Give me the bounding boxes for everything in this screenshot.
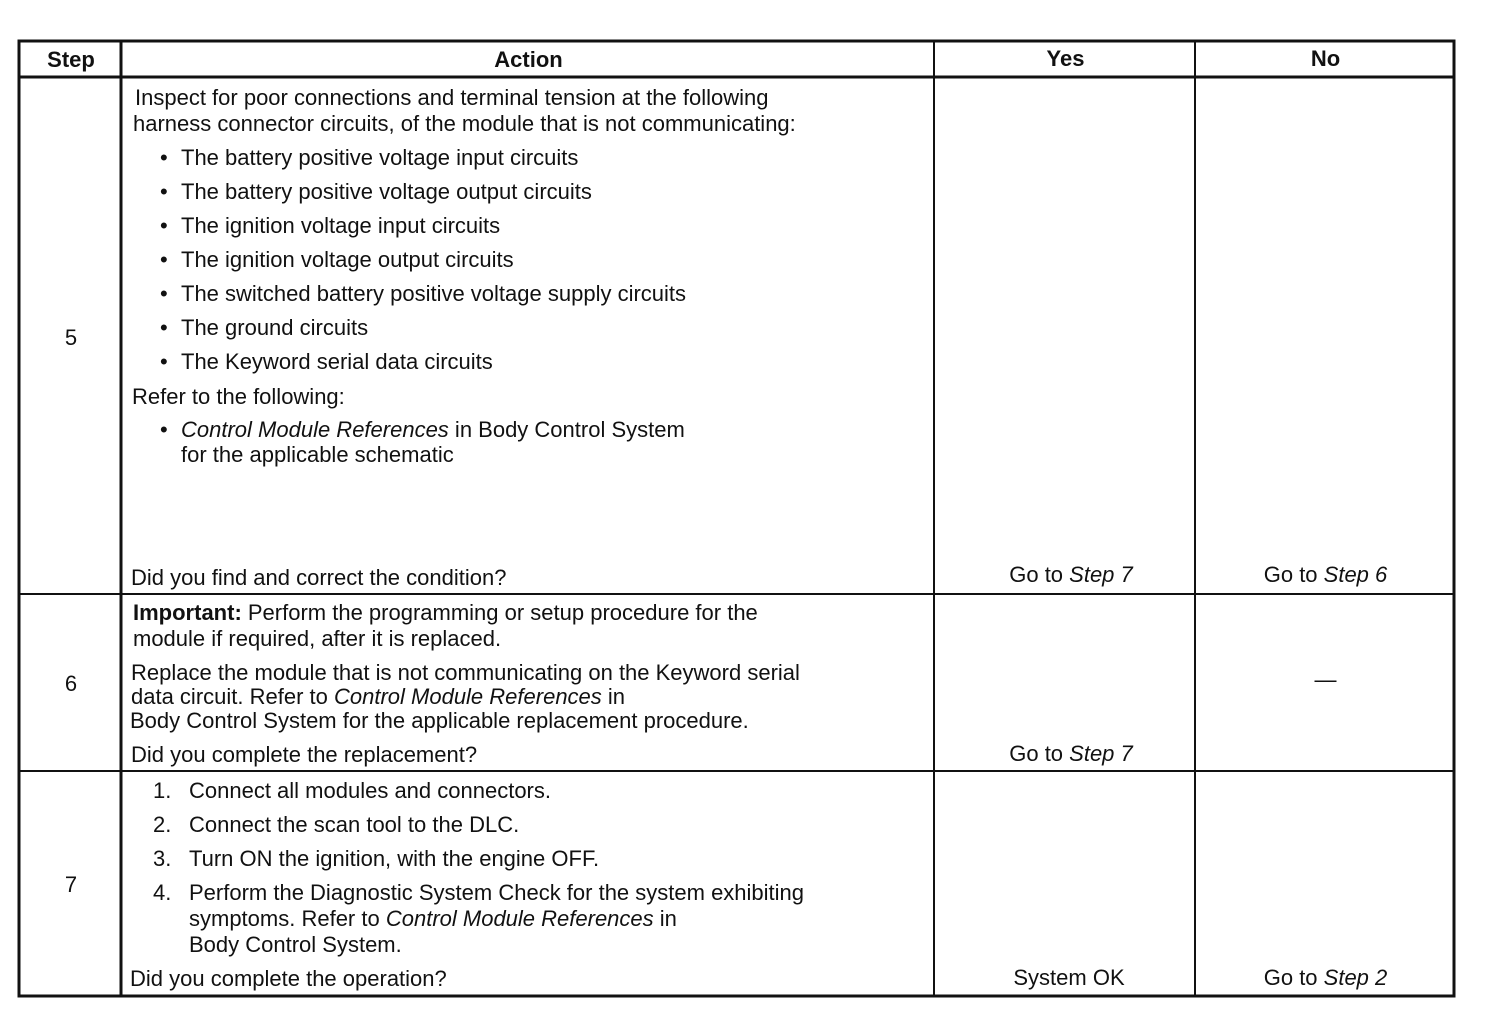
action-text: Inspect for poor connections and terminal tension at the following: [135, 85, 769, 110]
bullet-icon: •: [160, 315, 168, 340]
reference-link: Control Module References: [181, 417, 449, 442]
list-item-continued: symptoms. Refer to Control Module References in: [189, 906, 677, 931]
important-note: Important: Perform the programming or setup procedure for the: [133, 600, 758, 625]
bullet-icon: •: [160, 281, 168, 306]
reference-link: Control Module References: [333, 684, 602, 709]
no-result: Go to Step 2: [1263, 965, 1388, 990]
bullet-icon: •: [160, 349, 168, 374]
question-text: Did you complete the replacement?: [131, 742, 478, 767]
action-text: data circuit. Refer to Control Module References in: [131, 684, 626, 709]
header-yes: Yes: [1046, 46, 1085, 71]
bullet-icon: •: [160, 417, 168, 442]
question-text: Did you complete the operation?: [130, 966, 447, 991]
list-item: Perform the Diagnostic System Check for the system exhibiting: [189, 880, 805, 905]
list-item: Connect the scan tool to the DLC.: [189, 812, 520, 837]
action-text: harness connector circuits, of the module that is not communicating:: [133, 111, 796, 136]
list-item: The battery positive voltage input circuits: [181, 145, 579, 170]
list-item: Turn ON the ignition, with the engine OFF.: [189, 846, 600, 871]
no-result: Go to Step 6: [1263, 562, 1388, 587]
list-number: 3.: [153, 846, 172, 871]
list-item: Connect all modules and connectors.: [189, 778, 551, 803]
list-item: The ignition voltage output circuits: [181, 247, 514, 272]
action-text: Body Control System for the applicable replacement procedure.: [130, 708, 749, 733]
header-no: No: [1310, 46, 1341, 71]
yes-result: Go to Step 7: [1009, 562, 1133, 587]
action-text: Replace the module that is not communicating on the Keyword serial: [131, 660, 800, 685]
step-number: 5: [64, 325, 78, 350]
no-result: —: [1314, 667, 1337, 692]
list-number: 4.: [153, 880, 172, 905]
list-item: The battery positive voltage output circuits: [181, 179, 592, 204]
list-number: 1.: [153, 778, 172, 803]
action-text: Refer to the following:: [132, 384, 345, 409]
list-item-continued: Body Control System.: [189, 932, 402, 957]
question-text: Did you find and correct the condition?: [131, 565, 507, 590]
yes-result: System OK: [1013, 965, 1125, 990]
list-item: The Keyword serial data circuits: [181, 349, 493, 374]
reference-link: Control Module References: [385, 906, 654, 931]
important-note: module if required, after it is replaced.: [133, 626, 502, 651]
bullet-icon: •: [160, 213, 168, 238]
bullet-icon: •: [160, 179, 168, 204]
list-item: The ignition voltage input circuits: [181, 213, 501, 238]
header-step: Step: [47, 47, 95, 72]
list-item: The ground circuits: [181, 315, 369, 340]
reference-text: Control Module References in Body Control System: [181, 417, 685, 442]
step-number: 7: [64, 872, 78, 897]
list-number: 2.: [153, 812, 172, 837]
yes-result: Go to Step 7: [1009, 741, 1133, 766]
bullet-icon: •: [160, 145, 168, 170]
list-item: The switched battery positive voltage supply circuits: [181, 281, 687, 306]
bullet-icon: •: [160, 247, 168, 272]
step-number: 6: [64, 671, 78, 696]
reference-text: for the applicable schematic: [181, 442, 454, 467]
header-action: Action: [494, 47, 563, 72]
important-label: Important:: [133, 600, 242, 625]
